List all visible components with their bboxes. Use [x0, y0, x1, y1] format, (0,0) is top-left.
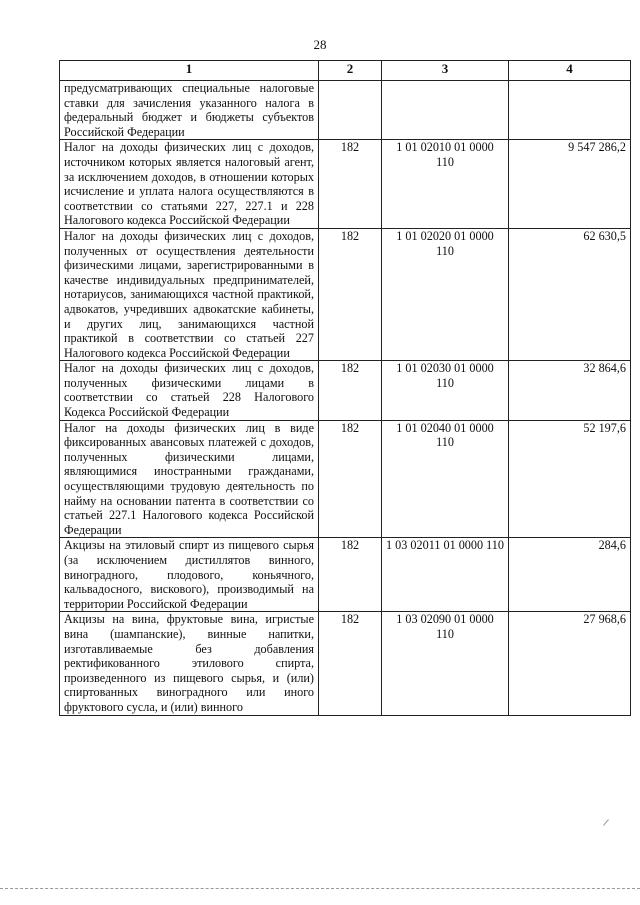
column-header-3: 3: [382, 61, 509, 81]
table-header-row: [60, 61, 631, 81]
administrator-code: 182: [319, 140, 382, 229]
amount: 32 864,6: [509, 361, 631, 420]
revenue-description: Налог на доходы физических лиц с доходов, источником которых является налоговый агент, за исключением доходов, в отношении которых исчисление и уплата налога осуществляются в соответствии со статьями 227, 227.1 и 228 Налогового кодекса Российской Федерации: [60, 140, 319, 229]
revenue-description: Налог на доходы физических лиц в виде фиксированных авансовых платежей с доходов, полученных физическими лицами, являющимися иностранными гражданами, осуществляющими трудовую деятельность по найму на основании патента в соответствии со статьей 227.1 Налогового кодекса Российской Федерации: [60, 420, 319, 538]
table-row: [60, 420, 631, 538]
administrator-code: [319, 81, 382, 140]
revenue-description: Акцизы на этиловый спирт из пищевого сырья (за исключением дистиллятов винного, виноградного, плодового, коньячного, кальвадосного, вискового), производимый на территории Российской Федерации: [60, 538, 319, 612]
revenue-table: [59, 60, 631, 716]
table-row: [60, 81, 631, 140]
budget-classification-code: 1 03 02090 01 0000 110: [382, 612, 509, 715]
table-row: [60, 228, 631, 360]
revenue-description: предусматривающих специальные налоговые ставки для зачисления указанного налога в федеральный бюджет и бюджеты субъектов Российской Федерации: [60, 81, 319, 140]
amount: 27 968,6: [509, 612, 631, 715]
amount: 52 197,6: [509, 420, 631, 538]
revenue-description: Налог на доходы физических лиц с доходов, полученных от осуществления деятельности физическими лицами, зарегистрированными в качестве индивидуальных предпринимателей, нотариусов, занимающихся частной практикой, адвокатов, учредивших адвокатские кабинеты, и других лиц, занимающихся частной практикой в соответствии со статьей 227 Налогового кодекса Российской Федерации: [60, 228, 319, 360]
table-row: [60, 140, 631, 229]
budget-classification-code: 1 01 02020 01 0000 110: [382, 228, 509, 360]
column-header-2: 2: [319, 61, 382, 81]
page-bottom-edge: [0, 888, 640, 889]
budget-classification-code: 1 03 02011 01 0000 110: [382, 538, 509, 612]
scan-mark: [603, 819, 609, 826]
revenue-description: Налог на доходы физических лиц с доходов, полученных физическими лицами в соответствии со статьей 228 Налогового Кодекса Российской Федерации: [60, 361, 319, 420]
administrator-code: 182: [319, 361, 382, 420]
table-row: [60, 612, 631, 715]
table-row: [60, 361, 631, 420]
budget-classification-code: 1 01 02030 01 0000 110: [382, 361, 509, 420]
column-header-1: 1: [60, 61, 319, 81]
administrator-code: 182: [319, 228, 382, 360]
page-number: 28: [313, 37, 327, 52]
budget-classification-code: 1 01 02040 01 0000 110: [382, 420, 509, 538]
amount: 62 630,5: [509, 228, 631, 360]
revenue-description: Акцизы на вина, фруктовые вина, игристые вина (шампанские), винные напитки, изготавливаемые без добавления ректификованного этилового спирта, произведенного из пищевого сырья, и (или) спиртованных виноградного или иного фруктового сусла, и (или) винного: [60, 612, 319, 715]
table-row: [60, 538, 631, 612]
amount: [509, 81, 631, 140]
budget-classification-code: [382, 81, 509, 140]
amount: 9 547 286,2: [509, 140, 631, 229]
budget-classification-code: 1 01 02010 01 0000 110: [382, 140, 509, 229]
administrator-code: 182: [319, 420, 382, 538]
amount: 284,6: [509, 538, 631, 612]
administrator-code: 182: [319, 538, 382, 612]
column-header-4: 4: [509, 61, 631, 81]
administrator-code: 182: [319, 612, 382, 715]
